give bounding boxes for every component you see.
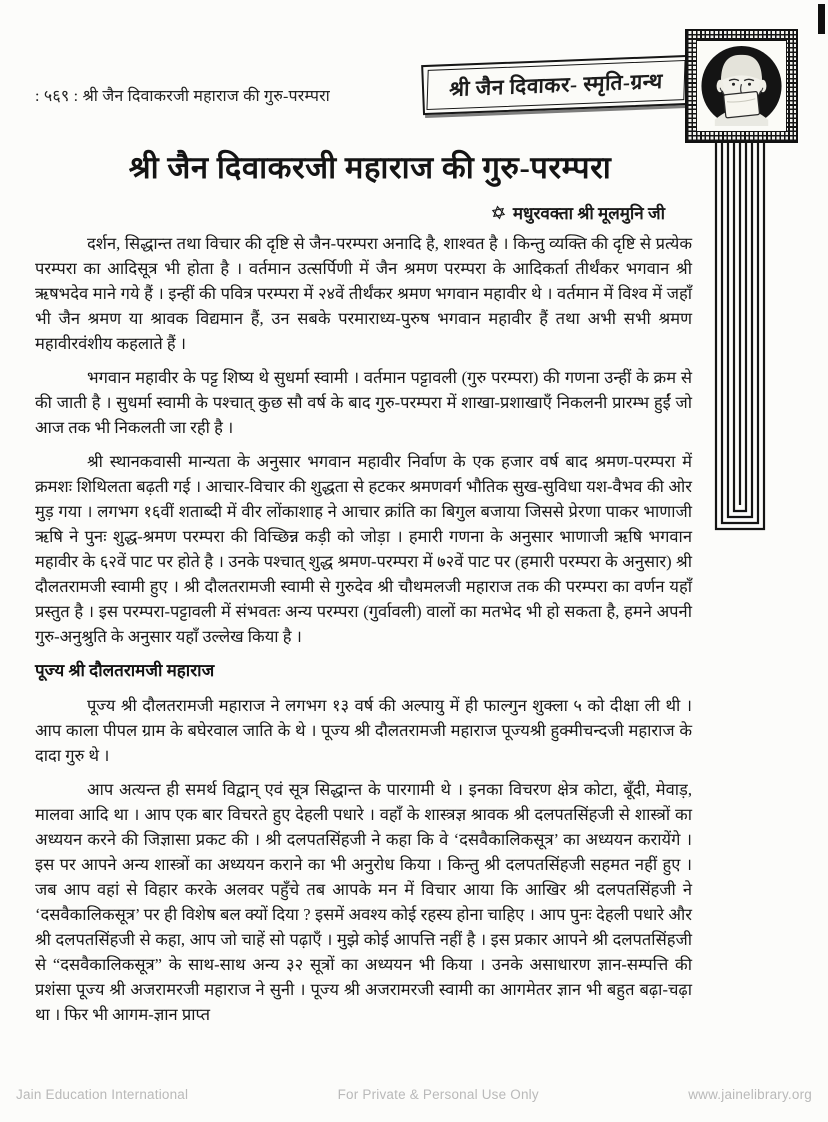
- series-banner: [421, 55, 691, 115]
- footer-center: For Private & Personal Use Only: [337, 1087, 539, 1102]
- body-paragraph: दर्शन, सिद्धान्त तथा विचार की दृष्टि से जैन-परम्परा अनादि है, शाश्वत है । किन्तु व्यक्ति की दृष्टि से प्रत्येक परम्परा का आदिसूत्र भी होता है । वर्तमान उत्सर्पिणी में जैन श्रमण परम्परा के आदिकर्ता तीर्थंकर भगवान श्री ऋषभदेव माने गये हैं । इन्हीं की पवित्र परम्परा में २४वें तीर्थंकर श्रमण भगवान महावीर थे । वर्तमान में विश्व में जहाँ भी जैन श्रमण या श्रावक विद्यमान हैं, उन सबके परमाराध्य-पुरुष भगवान महावीर हैं तथा अभी सभी श्रमण महावीरवंशीय कहलाते हैं ।: [35, 234, 692, 353]
- page-footer: [16, 1087, 812, 1102]
- footer-right: www.jainelibrary.org: [688, 1087, 812, 1102]
- page-title: श्री जैन दिवाकरजी महाराज की गुरु-परम्परा: [128, 150, 612, 185]
- footer-left: Jain Education International: [16, 1087, 189, 1102]
- maze-border-ornament: [712, 141, 768, 533]
- scan-edge-mark: [818, 4, 825, 34]
- body-text: [35, 231, 692, 1036]
- body-paragraph: श्री स्थानकवासी मान्यता के अनुसार भगवान महावीर निर्वाण के एक हजार वर्ष बाद श्रमण-परम्परा में क्रमशः शिथिलता बढ़ती गई । आचार-विचार की शुद्धता से हटकर श्रमणवर्ग भौतिक सुख-सुविधा यश-वैभव की ओर मुड़ गया । लगभग १६वीं शताब्दी में वीर लोंकाशाह ने आचार क्रांति का बिगुल बजाया जिससे प्रेरणा पाकर भाणाजी ऋषि ने पुनः शुद्ध-श्रमण परम्परा की विच्छिन्न कड़ी को जोड़ा । हमारी गणना के अनुसार भाणाजी ऋषि भगवान महावीर के ६२वें पाट पर होते है । उनके पश्चात् शुद्ध श्रमण-परम्परा में ७२वें पाट पर (हमारी परम्परा के अनुसार) श्री दौलतरामजी स्वामी हुए । श्री दौलतरामजी स्वामी से गुरुदेव श्री चौथमलजी महाराज तक की परम्परा का वर्णन यहाँ प्रस्तुत है । इस परम्परा-पट्टावली में संभवतः अन्य परम्परा (गुर्वावली) वालों का मतभेद भी हो सकता है, हमने अपनी गुरु-अनुश्रुति के अनुसार यहाँ उल्लेख किया है ।: [35, 452, 692, 646]
- byline-author: मधुरवक्ता श्री मूलमुनि जी: [512, 204, 665, 223]
- hexagram-star-icon: [490, 204, 507, 221]
- running-header: : ५६९ : श्री जैन दिवाकरजी महाराज की गुरु-परम्परा: [35, 88, 331, 105]
- body-paragraph: भगवान महावीर के पट्ट शिष्य थे सुधर्मा स्वामी । वर्तमान पट्टावली (गुरु परम्परा) की गणना उन्हीं के क्रम से की जाती है । सुधर्मा स्वामी के पश्चात् कुछ सौ वर्ष के बाद गुरु-परम्परा में शाखा-प्रशाखाएँ निकलनी प्रारम्भ हुईं जो आज तक भी निकलती जा रही है ।: [35, 368, 692, 437]
- section-heading: पूज्य श्री दौलतरामजी महाराज: [35, 661, 215, 680]
- monk-portrait-frame: [685, 29, 798, 143]
- monk-portrait-image: [696, 40, 787, 132]
- body-paragraph: पूज्य श्री दौलतरामजी महाराज ने लगभग १३ वर्ष की अल्पायु में ही फाल्गुन शुक्ला ५ को दीक्षा ली थी । आप काला पीपल ग्राम के बघेरवाल जाति के थे । पूज्य श्री दौलतरामजी महाराज पूज्यश्री हुक्मीचन्दजी महाराज के दादा गुरु थे ।: [35, 696, 692, 765]
- byline: [260, 201, 665, 224]
- body-paragraph: आप अत्यन्त ही समर्थ विद्वान् एवं सूत्र सिद्धान्त के पारगामी थे । इनका विचरण क्षेत्र कोटा, बूँदी, मेवाड़, मालवा आदि था । आप एक बार विचरते हुए देहली पधारे । वहाँ के शास्त्रज्ञ श्रावक श्री दलपतसिंहजी से शास्त्रों का अध्ययन करने की जिज्ञासा प्रकट की । श्री दलपतसिंहजी ने कहा कि वे ‘दसवैकालिकसूत्र’ का अध्ययन करायेंगे । इस पर आपने अन्य शास्त्रों का अध्ययन कराने का भी अनुरोध किया । किन्तु श्री दलपतसिंहजी सहमत नहीं हुए । जब आप वहां से विहार करके अलवर पहुँचे तब आपके मन में विचार आया कि आखिर श्री दलपतसिंहजी ने ‘दसवैकालिकसूत्र’ पर ही विशेष बल क्यों दिया ? इसमें अवश्य कोई रहस्य होना चाहिए । आप पुनः देहली पधारे और श्री दलपतसिंहजी से कहा, आप जो चाहें सो पढ़ाएँ । मुझे कोई आपत्ति नहीं है । इस प्रकार आपने श्री दलपतसिंहजी से “दसवैकालिकसूत्र” के साथ-साथ अन्य ३२ सूत्रों का अध्ययन भी किया । उनके असाधारण ज्ञान-सम्पत्ति की प्रशंसा पूज्य श्री अजरामरजी महाराज ने सुनी । पूज्य श्री अजरामरजी स्वामी का आगमेतर ज्ञान भी बहुत बढ़ा-चढ़ा था । फिर भी आगम-ज्ञान प्राप्त: [35, 780, 692, 1024]
- series-banner-label: श्री जैन दिवाकर- स्मृति-ग्रन्थ: [426, 60, 685, 110]
